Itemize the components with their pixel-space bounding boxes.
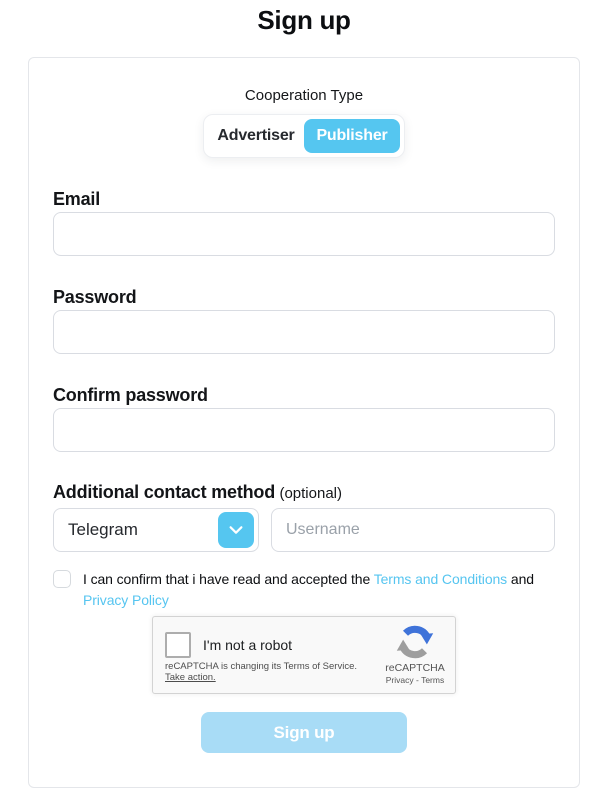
- cooperation-type-label: Cooperation Type: [244, 87, 364, 104]
- chevron-down-icon: [227, 521, 245, 539]
- recaptcha-links-separator: -: [416, 675, 419, 685]
- terms-text: [83, 569, 534, 611]
- recaptcha-checkbox-label: I'm not a robot: [203, 637, 293, 653]
- recaptcha-check-row: [165, 632, 357, 658]
- recaptcha-notice: [165, 661, 357, 683]
- terms-line1: [83, 569, 534, 590]
- confirm-password-field[interactable]: [53, 408, 555, 452]
- terms-and-conditions-link[interactable]: Terms and Conditions: [373, 571, 508, 587]
- privacy-policy-link[interactable]: Privacy Policy: [83, 592, 169, 608]
- contact-method-select[interactable]: [53, 508, 259, 552]
- publisher-option-button[interactable]: Publisher: [304, 119, 400, 153]
- additional-contact-label: [53, 482, 555, 504]
- recaptcha-take-action-link[interactable]: Take action.: [165, 672, 216, 683]
- terms-checkbox[interactable]: [53, 570, 71, 588]
- recaptcha-links: [383, 675, 447, 685]
- email-label: Email: [53, 189, 101, 209]
- cooperation-type-toggle: [203, 114, 405, 158]
- recaptcha-notice-text: reCAPTCHA is changing its Terms of Service.: [165, 661, 358, 672]
- recaptcha-brand: reCAPTCHA: [385, 662, 445, 674]
- recaptcha-terms-link[interactable]: Terms: [421, 675, 445, 685]
- recaptcha-right: [383, 617, 455, 693]
- password-field[interactable]: [53, 310, 555, 354]
- signup-card: [28, 57, 580, 788]
- contact-method-value: Telegram: [68, 520, 138, 539]
- password-label: Password: [53, 287, 137, 307]
- terms-text-and: and: [507, 571, 534, 587]
- recaptcha-left: [153, 617, 357, 693]
- additional-contact-label-main: Additional contact method: [53, 482, 275, 502]
- page-title: Sign up: [257, 5, 351, 35]
- additional-contact-optional: (optional): [279, 485, 342, 502]
- contact-username-field[interactable]: [271, 508, 555, 552]
- contact-method-row: [53, 508, 555, 552]
- terms-text-before: I can confirm that i have read and accepted the: [83, 571, 374, 587]
- recaptcha-widget: [152, 616, 456, 694]
- terms-row: [53, 569, 555, 611]
- confirm-password-label: Confirm password: [53, 385, 208, 405]
- recaptcha-privacy-link[interactable]: Privacy: [385, 675, 414, 685]
- recaptcha-logo-icon: [396, 623, 434, 661]
- recaptcha-checkbox[interactable]: [165, 632, 191, 658]
- advertiser-option-button[interactable]: Advertiser: [208, 119, 304, 153]
- signup-submit-button[interactable]: Sign up: [201, 712, 407, 753]
- contact-method-dropdown-button[interactable]: [218, 512, 254, 548]
- email-field[interactable]: [53, 212, 555, 256]
